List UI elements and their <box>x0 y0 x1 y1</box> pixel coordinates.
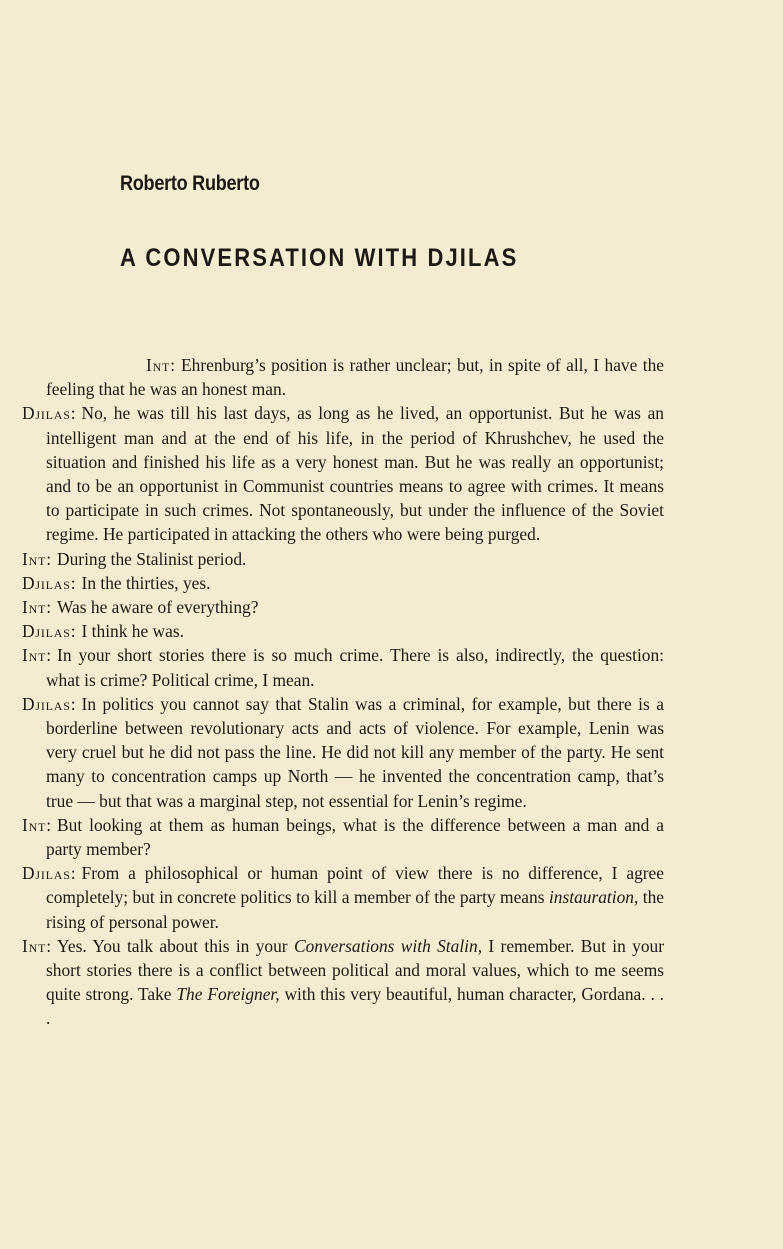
speaker-label: Djilas <box>22 403 71 424</box>
speaker-label: Int <box>22 814 47 835</box>
turn-text: In politics you cannot say that Stalin was a criminal, for example, but there is a borderline between revolutionary acts and acts of violence. For example, Lenin was very cruel but he did not pass the line. He did not kill any member of the party. He sent many to concentration camps up North — he invented the concentration camp, that’s true — but that was a marginal step, not essential for Lenin’s regime. <box>46 693 664 811</box>
speaker-label: Int <box>22 548 47 569</box>
speaker-label: Int <box>146 355 171 375</box>
speaker-label: Djilas <box>22 693 71 714</box>
dialogue-turn: Djilas: From a philosophical or human point of view there is no difference, I agree completely; but in concrete politics to kill a member of the party means instauration, the rising of personal power. <box>22 863 665 932</box>
speaker-label: Int <box>22 645 47 666</box>
turn-text: No, he was till his last days, as long as he lived, an opportunist. But he was an intelligent man and at the end of his life, in the period of Khrushchev, he used the situation and finished his life as a very honest man. But he was really an opportunist; and to be an opportunist in Communist countries means to agree with crimes. It means to participate in such crimes. Not spontaneously, but under the influence of the Soviet regime. He participated in attacking the others who were being purged. <box>46 403 664 545</box>
turn-text: Yes. You talk about this in your <box>57 935 294 956</box>
speaker-label: Djilas <box>22 572 71 593</box>
turn-text: the rising of personal power. <box>46 887 665 932</box>
author-name: Roberto Ruberto <box>120 172 260 195</box>
italic-term: instauration, <box>548 887 639 908</box>
speaker-label: Djilas <box>22 621 71 642</box>
turn-text: Was he aware of everything? <box>57 597 259 618</box>
turn-text: with this very beautiful, human character, Gordana. . . . <box>46 984 664 1029</box>
dialogue-body <box>22 353 664 1031</box>
dialogue-turn: Int: Ehrenburg’s position is rather unclear; but, in spite of all, I have the feeling that he was an honest man. <box>46 355 664 400</box>
turn-text: During the Stalinist period. <box>57 548 247 569</box>
turn-text: In your short stories there is so much crime. There is also, indirectly, the question: what is crime? Political crime, I mean. <box>46 645 664 690</box>
turn-text: But looking at them as human beings, what is the difference between a man and a party member? <box>46 814 664 860</box>
dialogue-turn: Djilas: I think he was. <box>22 621 184 642</box>
dialogue-turn: Djilas: No, he was till his last days, as long as he lived, an opportunist. But he was an intelligent man and at the end of his life, in the period of Khrushchev, he used the situation and finished his life as a very honest man. But he was really an opportunist; and to be an opportunist in Communist countries means to agree with crimes. It means to participate in such crimes. Not spontaneously, but under the influence of the Soviet regime. He participated in attacking the others who were being purged. <box>22 403 664 545</box>
dialogue-turn: Int: During the Stalinist period. <box>22 548 247 569</box>
speaker-label: Int <box>22 935 47 956</box>
turn-text: In the thirties, yes. <box>81 572 211 593</box>
book-title: The Foreigner, <box>176 984 280 1005</box>
turn-text: Ehrenburg’s position is rather unclear; but, in spite of all, I have the feeling that he was an honest man. <box>46 355 664 400</box>
article-title: A CONVERSATION WITH DJILAS <box>120 244 519 272</box>
dialogue-turn: Int: But looking at them as human beings, what is the difference between a man and a party member? <box>22 814 664 860</box>
speaker-label: Djilas <box>22 863 71 884</box>
turn-text: I think he was. <box>81 621 184 642</box>
dialogue-turn: Int: In your short stories there is so much crime. There is also, indirectly, the question: what is crime? Political crime, I mean. <box>22 645 664 690</box>
speaker-label: Int <box>22 597 47 618</box>
book-title: Conversations with Stalin, <box>293 935 483 956</box>
dialogue-turn: Int: Was he aware of everything? <box>22 597 259 618</box>
dialogue-turn: Djilas: In the thirties, yes. <box>22 572 211 593</box>
dialogue-turn: Int: Yes. You talk about this in your Conversations with Stalin, I remember. But in your short stories there is a conflict between political and moral values, which to me seems quite strong. Take The Foreigner, with this very beautiful, human character, Gordana. . . . <box>22 935 665 1029</box>
turn-text: I remember. But in your short stories there is a conflict between political and moral values, which to me seems quite strong. Take <box>46 935 665 1005</box>
turn-text: From a philosophical or human point of view there is no difference, I agree completely; but in concrete politics to kill a member of the party means <box>46 863 664 908</box>
dialogue-turn: Djilas: In politics you cannot say that Stalin was a criminal, for example, but there is a borderline between revolutionary acts and acts of violence. For example, Lenin was very cruel but he did not pass the line. He did not kill any member of the party. He sent many to concentration camps up North — he invented the concentration camp, that’s true — but that was a marginal step, not essential for Lenin’s regime. <box>22 693 664 811</box>
